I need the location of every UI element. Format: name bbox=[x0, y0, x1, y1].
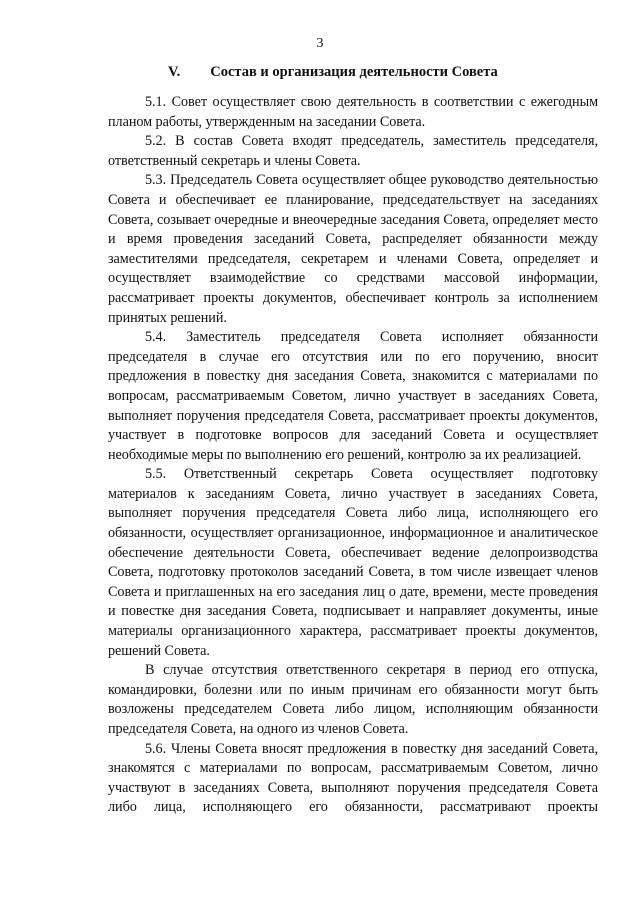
paragraph-5-6: 5.6. Члены Совета вносят предложения в повестку дня заседаний Совета, знакомятся с материалами по вопросам, рассматриваемым Советом, лично участвуют в заседаниях Совета, выполняют поручения председателя Совета либо лица, исполняющего его обязанности, рассматривают проекты bbox=[108, 740, 598, 816]
paragraph-5-3: 5.3. Председатель Совета осуществляет общее руководство деятельностью Совета и обеспечивает ее планирование, председательствует на заседаниях Совета, созывает очередные и внеочередные заседания Совета, определяет место и время проведения заседаний Совета, распределяет обязанности между заместителями председателя, секретарем и членами Совета, определяет и осуществляет взаимодействие со средствами массовой информации, рассматривает проекты документов, обеспечивает контроль за исполнением принятых решений. bbox=[108, 172, 598, 326]
paragraph-5-4: 5.4. Заместитель председателя Совета исполняет обязанности председателя в случае его отсутствия или по его поручению, вносит предложения в повестку дня заседания Совета, знакомится с материалами по вопросам, рассматриваемым Советом, лично участвует в заседаниях Совета, выполняет поручения председателя Совета, рассматривает проекты документов, участвует в подготовке вопросов для заседаний Совета и осуществляет необходимые меры по выполнению его решений, контролю за их реализацией. bbox=[108, 329, 598, 463]
paragraph-5-5: 5.5. Ответственный секретарь Совета осуществляет подготовку материалов к заседаниям Совета, лично участвует в заседаниях Совета, выполняет поручения председателя Совета либо лица, исполняющего его обязанности, осуществляет организационное, информационное и аналитическое обеспечение деятельности Совета, обеспечивает ведение делопроизводства Совета, подготовку протоколов заседаний Совета, в том числе извещает членов Совета и приглашенных на его заседания лиц о дате, времени, месте проведения и повестке дня заседания Совета, подписывает и направляет документы, иные материалы организационного характера, рассматривает проекты документов, решений Совета. bbox=[108, 466, 598, 659]
paragraph-5-1: 5.1. Совет осуществляет свою деятельность в соответствии с ежегодным планом работы, утвержденным на заседании Совета. bbox=[108, 94, 598, 130]
page-number: 3 bbox=[316, 36, 324, 51]
section-heading bbox=[108, 64, 598, 81]
section-number: V. bbox=[168, 64, 181, 80]
section-title: Состав и организация деятельности Совета bbox=[210, 64, 498, 80]
paragraph-5-5-continued: В случае отсутствия ответственного секретаря в период его отпуска, командировки, болезни или по иным причинам его обязанности могут быть возложены председателем Совета либо лицом, исполняющим обязанности председателя Совета, на одного из членов Совета. bbox=[108, 662, 598, 737]
paragraph-5-2: 5.2. В состав Совета входят председатель, заместитель председателя, ответственный секретарь и члены Совета. bbox=[108, 133, 598, 169]
